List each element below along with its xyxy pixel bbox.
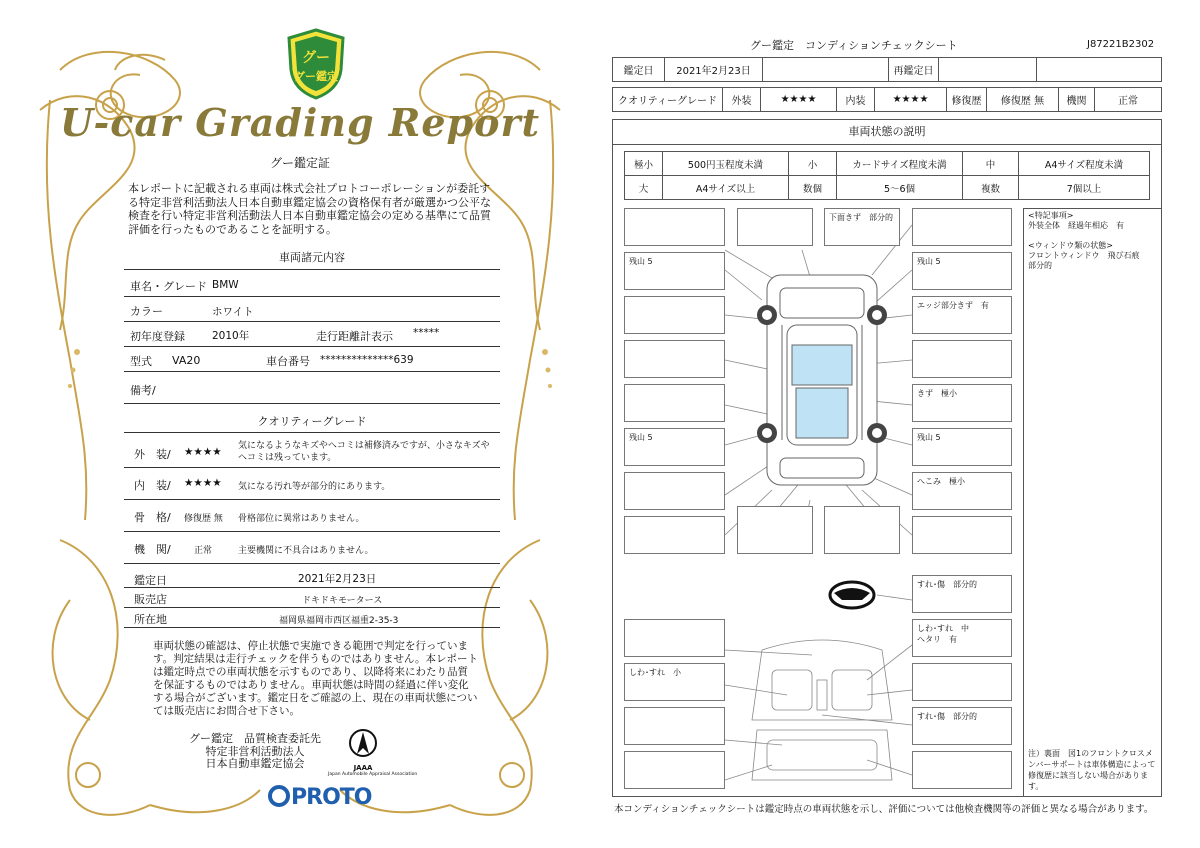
model-value: VA20: [172, 354, 201, 367]
addr-label: 所在地: [134, 613, 167, 626]
spec-title: 車両諸元内容: [279, 251, 345, 264]
size-value-3: A4サイズ以上: [663, 176, 789, 200]
repair-value: 修復歴 無: [987, 88, 1059, 112]
goo-kantei-badge-icon: [285, 28, 347, 100]
engine-label: 機関: [1059, 88, 1095, 112]
callout-int-left-3: [624, 751, 725, 789]
ext-label: 外装: [723, 88, 761, 112]
footer-note: 本コンディションチェックシートは鑑定時点の車両状態を示し、評価については他検査機関等の評価と異なる場合があります。: [614, 804, 1154, 815]
jaaa-emblem-icon: [348, 728, 378, 760]
size-value-5: 7個以上: [1019, 176, 1150, 200]
callout-left-3: [624, 340, 725, 378]
size-label-5: 複数: [963, 176, 1019, 200]
svg-text:グー鑑定: グー鑑定: [294, 70, 338, 83]
callout-right-0: [912, 208, 1012, 246]
size-legend-table: [624, 151, 1150, 200]
sheet-title: グー鑑定 コンディションチェックシート: [750, 39, 958, 52]
shop-label: 販売店: [134, 593, 167, 606]
svg-text:グー: グー: [302, 50, 330, 66]
color-value: ホワイト: [212, 306, 254, 318]
callout-seat-left: しわ･すれ 小: [624, 663, 725, 701]
jaaa-sub: Japan Automobile Appraisal Association: [328, 772, 418, 777]
proto-logo: PROTO: [268, 785, 371, 810]
callout-int-right-1: [912, 663, 1012, 701]
remarks-label: 備考/: [130, 384, 156, 397]
reinspect-value: [939, 58, 1037, 82]
ext-value: ★★★★: [761, 88, 837, 112]
jaaa-label: JAAA: [353, 764, 373, 772]
repair-label: 修復歴: [947, 88, 987, 112]
grade-engine-desc: 主要機関に不具合はありません。: [238, 546, 374, 556]
header-table: [612, 57, 1162, 82]
reinspect-label: 再鑑定日: [889, 58, 939, 82]
callout-int-right-3: [912, 751, 1012, 789]
date-value: 2021年2月23日: [298, 573, 377, 585]
grade-int-desc: 気になる汚れ等が部分的にあります。: [238, 482, 391, 492]
callout-int-left-2: [624, 707, 725, 745]
callout-int-left-0: [624, 619, 725, 657]
callout-r4: 残山 5: [912, 428, 1012, 466]
callout-r2: エッジ部分きず 有: [912, 296, 1012, 334]
callout-bottom-1: [737, 506, 813, 554]
explanation-title: 車両状態の説明: [612, 119, 1162, 145]
addr-value: 福岡県福岡市西区福重2-35-3: [279, 616, 399, 626]
callout-r3: きず 極小: [912, 384, 1012, 422]
callout-left-6: [624, 472, 725, 510]
size-value-0: 500円玉程度未満: [663, 152, 789, 176]
condition-check-sheet: [600, 0, 1200, 848]
notes-bottom: 注）裏面 図1のフロントクロスメンバーサポートは車体構造によって修復歴に該当しない場合があります。: [1028, 749, 1156, 791]
grade-ext-value: ★★★★: [184, 446, 222, 458]
jaaa-logo: [328, 728, 418, 777]
chassis-value: **************639: [320, 354, 414, 366]
size-label-2: 中: [963, 152, 1019, 176]
grade-frame-desc: 骨格部位に異常はありません。: [238, 514, 365, 524]
size-label-4: 数個: [789, 176, 837, 200]
grade-frame-value: 修復歴 無: [184, 514, 223, 524]
size-label-3: 大: [625, 176, 663, 200]
grade-frame-label: 骨 格/: [134, 511, 171, 524]
int-value: ★★★★: [875, 88, 947, 112]
notice-text: 車両状態の確認は、停止状態で実施できる範囲で判定を行っています。判定結果は走行チェックを伴うものではありません。本レポートは鑑定時点での車両状態を示すものであり、以降将来にわたり品質を保証するものではありません。車両状態は時間の経過に伴い変化する場合がございます。鑑定日をご確認の上、現在の車両状態については販売店にお問合せ下さい。: [153, 640, 478, 717]
name-value: BMW: [212, 279, 239, 291]
callout-top-1: [737, 208, 813, 246]
int-label: 内装: [837, 88, 875, 112]
org-line2: 特定非営利活動法人: [205, 744, 305, 758]
callout-l1: 残山 5: [624, 252, 725, 290]
date-label: 鑑定日: [613, 58, 665, 82]
quality-table: [612, 87, 1162, 112]
callout-bottom-2: [824, 506, 900, 554]
callout-l2: 残山 5: [624, 428, 725, 466]
notes-panel: [1023, 208, 1162, 797]
script-title: U-car Grading Report: [59, 100, 541, 145]
mileage-value: *****: [413, 327, 440, 339]
org-line3: 日本自動車鑑定協会: [205, 757, 305, 770]
notes-top: <特記事項> 外装全体 経過年相応 有 <ウィンドウ類の状態> フロントウィンドウ 飛び石痕 部分的: [1028, 211, 1140, 270]
size-label-0: 極小: [625, 152, 663, 176]
date-label: 鑑定日: [134, 574, 167, 587]
grade-engine-label: 機 関/: [134, 543, 171, 556]
callout-left-4: [624, 384, 725, 422]
callout-r5: へこみ 極小: [912, 472, 1012, 510]
quality-label: クオリティーグレード: [613, 88, 723, 112]
org-block: [175, 733, 335, 771]
org-line1: グー鑑定 品質検査委託先: [189, 732, 321, 745]
size-value-4: 5〜6個: [837, 176, 963, 200]
callout-seat1: しわ･すれ 中 ヘタリ 有: [912, 619, 1012, 657]
grade-ext-label: 外 装/: [134, 448, 171, 461]
callout-seat2: すれ･傷 部分的: [912, 707, 1012, 745]
size-value-2: A4サイズ程度未満: [1019, 152, 1150, 176]
callout-bottom-3: [912, 516, 1012, 554]
grade-int-value: ★★★★: [184, 477, 222, 489]
date-value: 2021年2月23日: [665, 58, 763, 82]
callout-steer: すれ･傷 部分的: [912, 575, 1012, 613]
callout-left-2: [624, 296, 725, 334]
size-label-1: 小: [789, 152, 837, 176]
grade-engine-value: 正常: [194, 546, 213, 556]
name-label: 車名・グレード: [130, 280, 207, 293]
steering-wheel-icon: [830, 582, 874, 608]
size-value-1: カードサイズ程度未満: [837, 152, 963, 176]
year-value: 2010年: [212, 330, 250, 342]
grade-int-label: 内 装/: [134, 479, 171, 492]
year-label: 初年度登録: [130, 330, 185, 343]
model-label: 型式: [130, 355, 152, 368]
engine-value: 正常: [1095, 88, 1162, 112]
grade-title: クオリティーグレード: [257, 415, 367, 428]
callout-left-0: [624, 208, 725, 246]
callout-bottom-0: [624, 516, 725, 554]
callout-right-3: [912, 340, 1012, 378]
cert-title: グー鑑定証: [269, 156, 330, 170]
doc-id: J87221B2302: [1087, 39, 1155, 50]
callout-r1: 残山 5: [912, 252, 1012, 290]
shop-value: ドキドキモータース: [302, 596, 383, 606]
mileage-label: 走行距離計表示: [316, 330, 393, 343]
color-label: カラー: [130, 305, 163, 318]
grade-ext-desc: 気になるようなキズやヘコミは補修済みですが、小さなキズやヘコミは残っています。: [238, 441, 490, 463]
chassis-label: 車台番号: [266, 355, 310, 368]
proto-mark-icon: [268, 785, 290, 807]
cert-body: 本レポートに記載される車両は株式会社プロトコーポレーションが委託する特定非営利活動法人日本自動車鑑定協会の資格保有者が厳選かつ公平な検査を行い特定非営利活動法人日本自動車鑑定協会の定める基準にて品質評価を行ったものであることを証明する。: [128, 182, 491, 236]
callout-front-bottom: 下面きず 部分的: [824, 208, 900, 246]
